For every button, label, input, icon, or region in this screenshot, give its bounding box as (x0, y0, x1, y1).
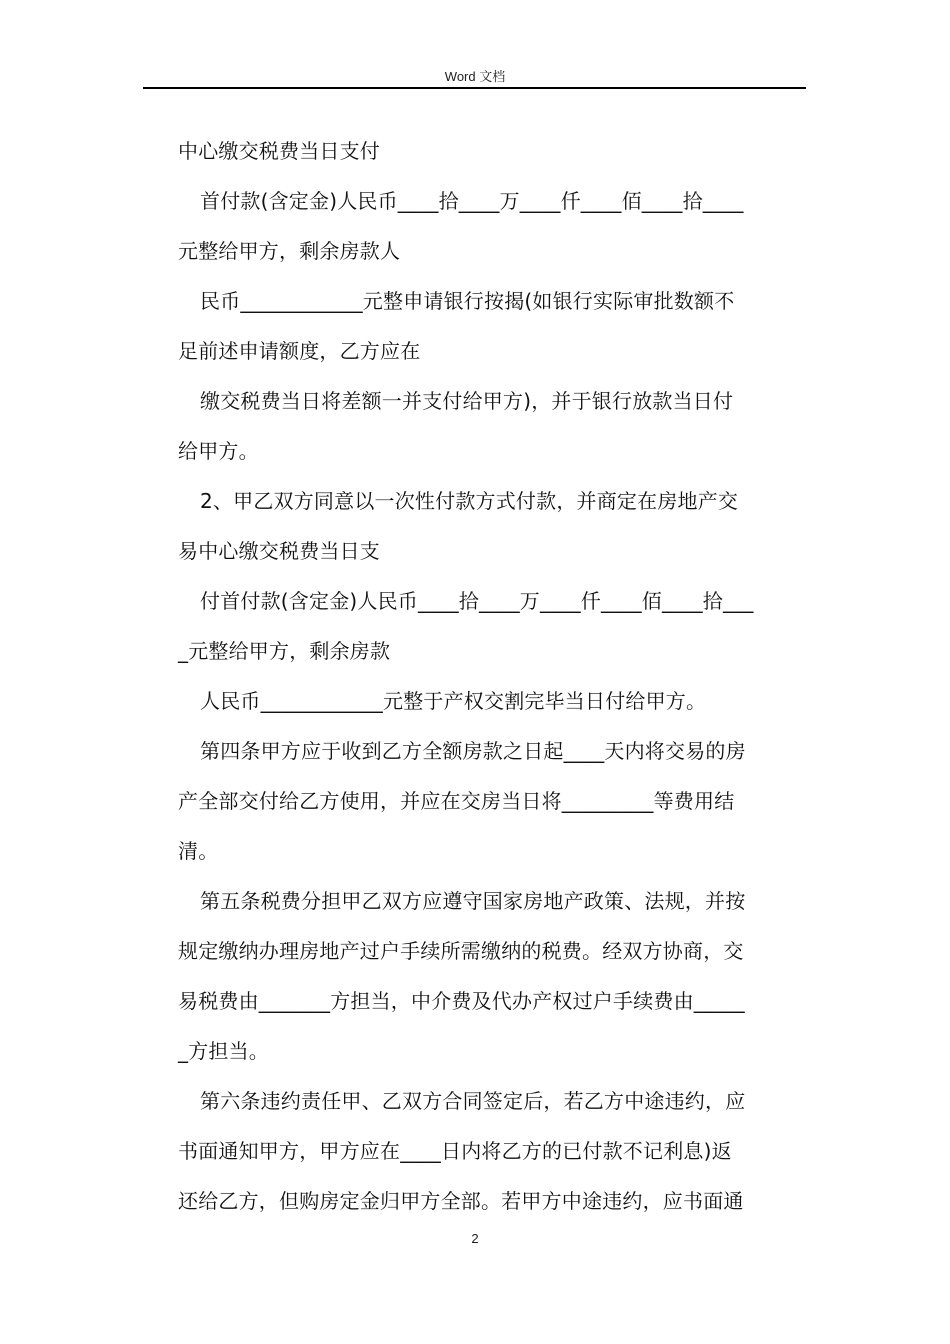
paragraph-line: 还给乙方，但购房定金归甲方全部。若甲方中途违约，应书面通 (178, 1189, 744, 1213)
paragraph-line: 2、甲乙双方同意以一次性付款方式付款，并商定在房地产交 (200, 489, 739, 513)
paragraph-line: 给甲方。 (178, 439, 259, 463)
paragraph-line: 首付款(含定金)人民币____拾____万____仟____佰____拾____ (200, 189, 744, 213)
paragraph-line: 付首付款(含定金)人民币____拾____万____仟____佰____拾___ (200, 589, 754, 613)
paragraph-line: 第四条甲方应于收到乙方全额房款之日起____天内将交易的房 (200, 739, 746, 763)
page-header: Word 文档 (444, 69, 506, 84)
paragraph-line: 缴交税费当日将差额一并支付给甲方)，并于银行放款当日付 (200, 389, 734, 413)
paragraph-line: 第六条违约责任甲、乙双方合同签定后，若乙方中途违约，应 (200, 1089, 746, 1113)
paragraph-line: 第五条税费分担甲乙双方应遵守国家房地产政策、法规，并按 (200, 889, 746, 913)
paragraph-line: 易中心缴交税费当日支 (178, 539, 380, 563)
paragraph-line: 人民币____________元整于产权交割完毕当日付给甲方。 (200, 689, 707, 713)
paragraph-line: 民币____________元整申请银行按揭(如银行实际审批数额不 (200, 289, 735, 313)
paragraph-line: 元整给甲方，剩余房款人 (178, 239, 401, 263)
paragraph-line: 书面通知甲方，甲方应在____日内将乙方的已付款不记利息)返 (178, 1139, 732, 1163)
paragraph-line: 足前述申请额度，乙方应在 (178, 339, 421, 363)
paragraph-line: 清。 (178, 839, 219, 863)
paragraph-line: _方担当。 (178, 1039, 269, 1063)
paragraph-line: 产全部交付给乙方使用，并应在交房当日将_________等费用结 (178, 789, 735, 813)
paragraph-line: _元整给甲方，剩余房款 (178, 639, 391, 663)
header-rule (143, 87, 806, 89)
page-number: 2 (471, 1231, 479, 1246)
paragraph-line: 规定缴纳办理房地产过户手续所需缴纳的税费。经双方协商，交 (178, 939, 744, 963)
document-body (178, 126, 808, 1226)
paragraph-line: 中心缴交税费当日支付 (178, 139, 380, 163)
paragraph-line: 易税费由_______方担当，中介费及代办产权过户手续费由_____ (178, 989, 745, 1013)
